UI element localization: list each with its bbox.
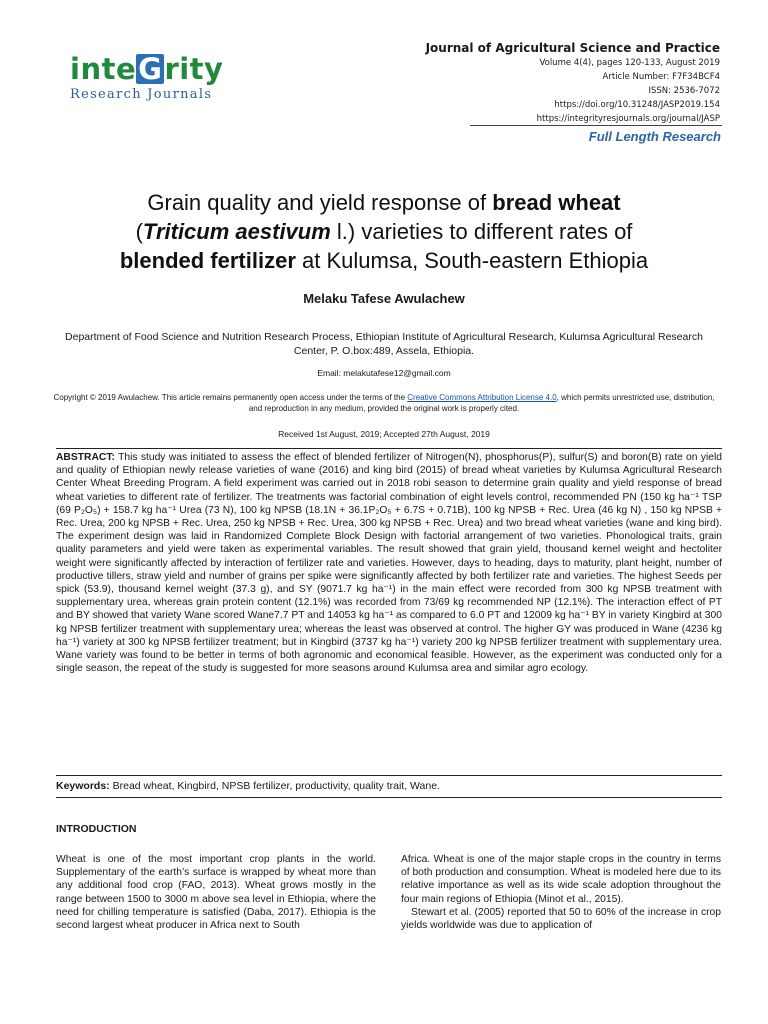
- copyright-notice: Copyright © 2019 Awulachew. This article remains permanently open access under the terms of the Creative Commons Attribution License 4.0, which permits unrestricted use, distribution, and reproduction in any medium, provided the original work is properly cited.: [53, 393, 715, 413]
- abstract-label: ABSTRACT:: [56, 452, 115, 463]
- section-heading-introduction: INTRODUCTION: [56, 823, 137, 835]
- intro-paragraph: Wheat is one of the most important crop plants in the world. Supplementary of the earth’s surface is wrapped by wheat more than any additional food crop (FAO, 2013). Wheat grows mostly in the range between 1500 to 3000 m above sea level in Ethiopia, where the need for chilling temperature is satisfied (Daba, 2017). Ethiopia is the second largest wheat producer in Africa next to South: [56, 854, 376, 932]
- article-title: Grain quality and yield response of bread wheat (Triticum aestivum l.) varieties to different rates of blended fertilizer at Kulumsa, South-eastern Ethiopia: [119, 190, 649, 273]
- author-email: Email: melakutafese12@gmail.com: [317, 368, 451, 378]
- intro-paragraph: Africa. Wheat is one of the major staple crops in the country in terms of both production and consumption. Wheat is modeled here due to its relative importance as well as its wide scale adoption throughout the four main regions of Ethiopia (Minot et al., 2015).: [401, 854, 721, 905]
- abstract-text: This study was initiated to assess the effect of blended fertilizer of Nitrogen(N), phosphorus(P), sulfur(S) and boron(B) rate on yield and quality of Ethiopian newly release varieties of wane (2016) and king bird (2015) of bread wheat varieties by Kulumsa Agricultural Research Center Wheat Breeding Program. A field experiment was carried out in 2018 robi season to determine grain quality and yield response of bread wheat varieties to different rate of fertilizer. The treatments was factorial combination of eight levels control, recommended PN (150 kg ha⁻¹ TSP (69 P₂O₅) + 158.7 kg ha⁻¹ Urea (73 N), 100 kg NPSB (18.1N + 36.1P₂O₅ + 6.7S + 0.71B), 100 kg NPSB + Rec. Urea (46 kg N) , 150 kg NPSB + Rec. Urea, 200 kg NPSB + Rec. Urea, 250 kg NPSB + Rec. Urea, 300 kg NPSB + Rec. Urea) and two bread wheat varieties (wane and king bird). The experiment design was laid in Randomized Complete Block Design with factorial arrangement of two varieties. Phonological traits, grain quality parameters and yield were taken as experimental variables. The result showed that grain yield, thousand kernel weight and hectoliter weight were significantly affected by interaction of fertilizer rate and varieties. However, days to heading, days to maturity, plant height, number of productive tillers, straw yield and number of grains per spike were significantly affected by both fertilizer rate and varieties. The highest Seeds per spick (53.9), thousand kernel weight (37.3 g), and SY (9071.7 kg ha⁻¹) in the main effect were recorded from 300 kg NPSB treatment with supplementary urea, whereas grain protein content (12.1%) was recorded from 73/69 kg recommended NP (12.1%). The interaction effect of PT and BY showed that variety Wane scored Wane7.7 PT and 14053 kg ha⁻¹ as compared to 6.0 PT and 12009 kg ha⁻¹ BY in variety Kingbird at 300 kg NPSB fertilizer treatment with supplementary urea; whereas the least was observed at control. The higher GY was produced in Wane (4236 kg ha⁻¹) variety at 300 kg NPSB fertilizer treatment; but in Kingbird (3737 kg ha⁻¹) variety 200 kg NPSB fertilizer treatment with supplementary urea. Wane variety was found to be better in terms of both agronomic and economical feasible. However, as the experiment was conducted only for a single season, the repeat of the study is suggested for more seasons around Kulumsa area and similar agro ecology.: [56, 452, 722, 675]
- keywords-label: Keywords:: [56, 780, 110, 792]
- logo-wordmark: inteGrity: [70, 52, 224, 86]
- intro-paragraph: Stewart et al. (2005) reported that 50 to 60% of the increase in crop yields worldwide was due to application of: [401, 906, 721, 932]
- keywords-text: Bread wheat, Kingbird, NPSB fertilizer, productivity, quality trait, Wane.: [109, 780, 440, 792]
- article-type: Full Length Research: [588, 129, 721, 144]
- keywords-bottom-rule: [56, 797, 722, 798]
- issn: ISSN: 2536-7072: [648, 86, 720, 96]
- intro-column-left: [56, 853, 376, 932]
- header-divider: [470, 125, 722, 126]
- keywords: [56, 780, 722, 792]
- journal-volume: Volume 4(4), pages 120-133, August 2019: [539, 58, 720, 68]
- publisher-logo: [70, 52, 230, 102]
- author-name: Melaku Tafese Awulachew: [303, 291, 465, 306]
- article-number: Article Number: F7F34BCF4: [602, 72, 720, 82]
- abstract: [56, 451, 722, 675]
- journal-info: [426, 40, 720, 126]
- logo-subtitle: Research Journals: [70, 87, 213, 102]
- doi-link[interactable]: https://doi.org/10.31248/JASP2019.154: [554, 100, 720, 110]
- journal-name: Journal of Agricultural Science and Practice: [425, 41, 720, 55]
- received-dates: Received 1st August, 2019; Accepted 27th August, 2019: [278, 429, 490, 439]
- license-link[interactable]: Creative Commons Attribution License 4.0: [407, 393, 557, 402]
- intro-column-right: [401, 853, 721, 932]
- abstract-top-rule: [56, 448, 722, 449]
- author-affiliation: Department of Food Science and Nutrition Research Process, Ethiopian Institute of Agricultural Research, Kulumsa Agricultural Research Center, P. O.box:489, Assela, Ethiopia.: [65, 331, 703, 357]
- abstract-bottom-rule: [56, 775, 722, 776]
- journal-url[interactable]: https://integrityresjournals.org/journal/JASP: [536, 114, 720, 124]
